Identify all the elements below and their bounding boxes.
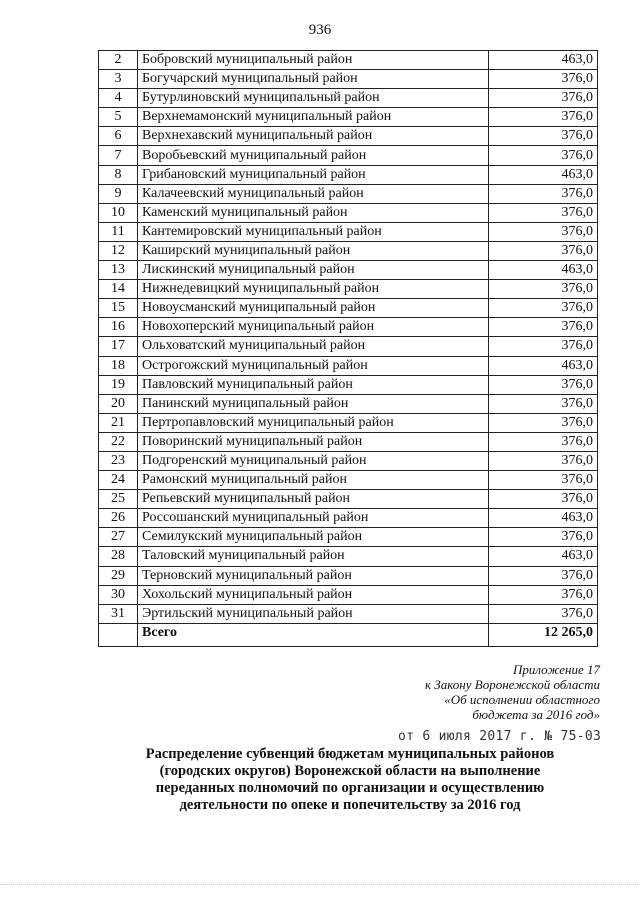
district-name: Таловский муниципальный район [138, 547, 489, 566]
table-row [99, 127, 598, 146]
district-name: Семилукский муниципальный район [138, 528, 489, 547]
subvention-amount: 376,0 [489, 70, 598, 89]
subvention-amount: 463,0 [489, 51, 598, 70]
district-name: Подгоренский муниципальный район [138, 451, 489, 470]
table-row [99, 337, 598, 356]
table-row [99, 222, 598, 241]
district-name: Поворинский муниципальный район [138, 432, 489, 451]
subvention-amount: 376,0 [489, 566, 598, 585]
scan-artifact-line [0, 884, 640, 885]
row-number: 28 [99, 547, 138, 566]
district-name: Верхнехавский муниципальный район [138, 127, 489, 146]
district-name: Эртильский муниципальный район [138, 604, 489, 623]
total-amount: 12 265,0 [489, 623, 598, 646]
table-row [99, 318, 598, 337]
row-number: 11 [99, 222, 138, 241]
appendix-note [425, 662, 600, 722]
district-name: Нижнедевицкий муниципальный район [138, 280, 489, 299]
table-row [99, 585, 598, 604]
row-number: 15 [99, 299, 138, 318]
table-row [99, 51, 598, 70]
district-name: Воробьевский муниципальный район [138, 146, 489, 165]
table-row [99, 547, 598, 566]
total-label: Всего [138, 623, 489, 646]
district-name: Острогожский муниципальный район [138, 356, 489, 375]
table-row [99, 375, 598, 394]
table-row [99, 528, 598, 547]
subvention-amount: 376,0 [489, 280, 598, 299]
district-name: Павловский муниципальный район [138, 375, 489, 394]
row-number: 18 [99, 356, 138, 375]
row-number: 23 [99, 451, 138, 470]
table-row [99, 471, 598, 490]
page-number: 936 [308, 22, 332, 38]
row-number: 30 [99, 585, 138, 604]
district-name: Ольховатский муниципальный район [138, 337, 489, 356]
subvention-amount: 376,0 [489, 318, 598, 337]
subvention-amount: 376,0 [489, 108, 598, 127]
row-number: 31 [99, 604, 138, 623]
row-number: 10 [99, 203, 138, 222]
table-row [99, 451, 598, 470]
subvention-amount: 376,0 [489, 299, 598, 318]
subvention-amount: 463,0 [489, 356, 598, 375]
row-number: 25 [99, 490, 138, 509]
total-number [99, 623, 138, 646]
table-body [99, 51, 598, 647]
row-number: 27 [99, 528, 138, 547]
subvention-amount: 463,0 [489, 165, 598, 184]
district-name: Богучарский муниципальный район [138, 70, 489, 89]
district-name: Верхнемамонский муниципальный район [138, 108, 489, 127]
title-line-3: переданных полномочий по организации и осуществлению [155, 780, 545, 796]
table-row [99, 509, 598, 528]
table-row [99, 184, 598, 203]
subvention-amount: 376,0 [489, 490, 598, 509]
law-date-stamp: от 6 июля 2017 г. № 75-03 [398, 729, 602, 744]
district-name: Репьевский муниципальный район [138, 490, 489, 509]
row-number: 6 [99, 127, 138, 146]
subvention-amount: 376,0 [489, 528, 598, 547]
row-number: 24 [99, 471, 138, 490]
district-name: Каменский муниципальный район [138, 203, 489, 222]
total-row [99, 623, 598, 646]
table-row [99, 89, 598, 108]
subvention-amount: 463,0 [489, 547, 598, 566]
subvention-amount: 376,0 [489, 127, 598, 146]
document-title [100, 746, 600, 814]
appendix-line-4: бюджета за 2016 год» [472, 707, 600, 722]
district-name: Кантемировский муниципальный район [138, 222, 489, 241]
subvention-amount: 376,0 [489, 413, 598, 432]
row-number: 20 [99, 394, 138, 413]
table-row [99, 146, 598, 165]
table-row [99, 394, 598, 413]
subvention-amount: 376,0 [489, 375, 598, 394]
subvention-amount: 463,0 [489, 509, 598, 528]
table-row [99, 299, 598, 318]
table-row [99, 108, 598, 127]
subvention-amount: 376,0 [489, 241, 598, 260]
district-name: Бутурлиновский муниципальный район [138, 89, 489, 108]
district-name: Новохоперский муниципальный район [138, 318, 489, 337]
table-row [99, 356, 598, 375]
subvention-table [98, 50, 598, 647]
row-number: 26 [99, 509, 138, 528]
district-name: Калачеевский муниципальный район [138, 184, 489, 203]
district-name: Каширский муниципальный район [138, 241, 489, 260]
appendix-line-1: Приложение 17 [512, 662, 600, 677]
title-line-2: (городских округов) Воронежской области на выполнение [159, 763, 541, 779]
district-name: Грибановский муниципальный район [138, 165, 489, 184]
table-row [99, 241, 598, 260]
subvention-amount: 376,0 [489, 146, 598, 165]
district-name: Пертропавловский муниципальный район [138, 413, 489, 432]
table-row [99, 604, 598, 623]
row-number: 3 [99, 70, 138, 89]
subvention-amount: 376,0 [489, 337, 598, 356]
row-number: 5 [99, 108, 138, 127]
row-number: 7 [99, 146, 138, 165]
subvention-amount: 463,0 [489, 261, 598, 280]
row-number: 9 [99, 184, 138, 203]
district-name: Панинский муниципальный район [138, 394, 489, 413]
table-row [99, 203, 598, 222]
district-name: Россошанский муниципальный район [138, 509, 489, 528]
district-name: Терновский муниципальный район [138, 566, 489, 585]
district-name: Лискинский муниципальный район [138, 261, 489, 280]
row-number: 19 [99, 375, 138, 394]
table-row [99, 261, 598, 280]
row-number: 8 [99, 165, 138, 184]
table-row [99, 70, 598, 89]
table-row [99, 566, 598, 585]
appendix-line-3: «Об исполнении областного [444, 692, 600, 707]
row-number: 12 [99, 241, 138, 260]
district-name: Новоусманский муниципальный район [138, 299, 489, 318]
subvention-amount: 376,0 [489, 184, 598, 203]
table-row [99, 280, 598, 299]
subvention-amount: 376,0 [489, 89, 598, 108]
subvention-amount: 376,0 [489, 585, 598, 604]
row-number: 22 [99, 432, 138, 451]
table-row [99, 413, 598, 432]
subvention-amount: 376,0 [489, 203, 598, 222]
subvention-amount: 376,0 [489, 394, 598, 413]
table-row [99, 165, 598, 184]
row-number: 16 [99, 318, 138, 337]
subvention-amount: 376,0 [489, 451, 598, 470]
row-number: 4 [99, 89, 138, 108]
row-number: 21 [99, 413, 138, 432]
district-name: Бобровский муниципальный район [138, 51, 489, 70]
subvention-amount: 376,0 [489, 222, 598, 241]
appendix-line-2: к Закону Воронежской области [424, 677, 600, 692]
subvention-amount: 376,0 [489, 604, 598, 623]
title-line-4: деятельности по опеке и попечительству за 2016 год [179, 797, 521, 813]
table-row [99, 490, 598, 509]
row-number: 29 [99, 566, 138, 585]
row-number: 14 [99, 280, 138, 299]
row-number: 17 [99, 337, 138, 356]
title-line-1: Распределение субвенций бюджетам муниципальных районов [145, 746, 555, 762]
table-row [99, 432, 598, 451]
row-number: 13 [99, 261, 138, 280]
row-number: 2 [99, 51, 138, 70]
subvention-amount: 376,0 [489, 432, 598, 451]
district-name: Рамонский муниципальный район [138, 471, 489, 490]
subvention-amount: 376,0 [489, 471, 598, 490]
district-name: Хохольский муниципальный район [138, 585, 489, 604]
